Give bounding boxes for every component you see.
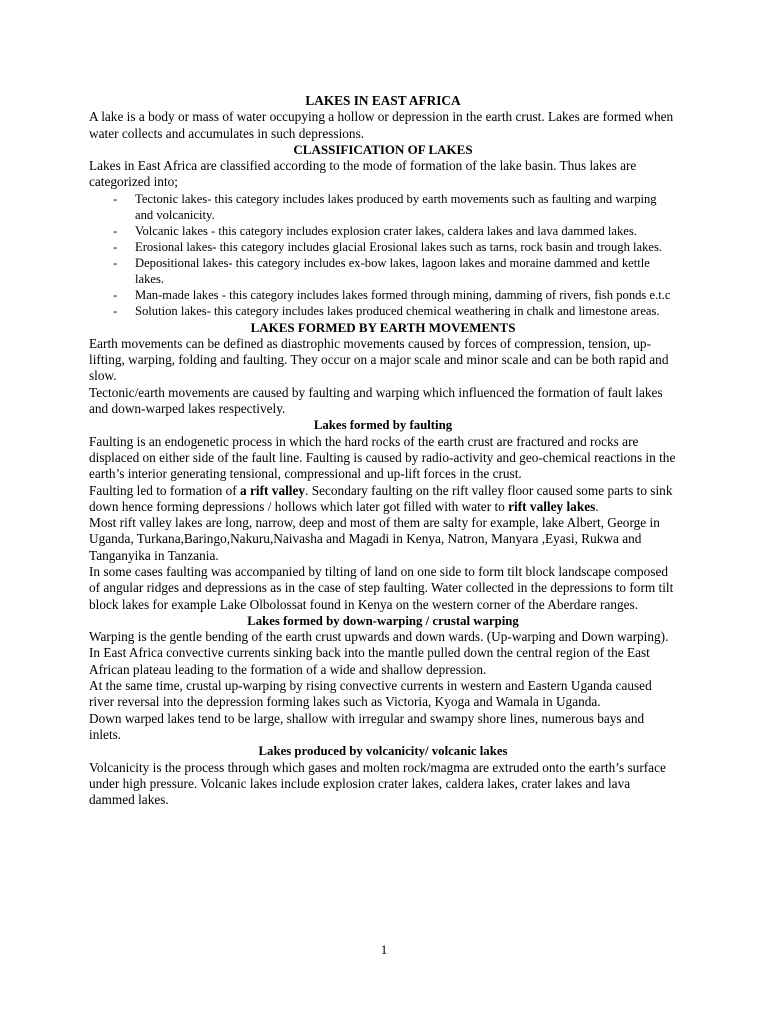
list-item-text: Tectonic lakes- this category includes lakes produced by earth movements such as faulting and warping and volcanicity. [135, 191, 657, 222]
list-item-text: Depositional lakes- this category includes ex-bow lakes, lagoon lakes and moraine dammed and kettle lakes. [135, 256, 650, 287]
list-item-text: Volcanic lakes - this category includes explosion crater lakes, caldera lakes and lava dammed lakes. [135, 223, 637, 238]
list-item-text: Man-made lakes - this category includes lakes formed through mining, damming of rivers, fish ponds e.t.c [135, 288, 671, 303]
faulting-paragraph: In some cases faulting was accompanied by tilting of land on one side to form tilt block landscape composed of angular ridges and depressions as in the case of step faulting. Water collected in the depressions to form tilt block lakes for example Lake Olbolossat found in Kenya on the western corner of the Aberdare ranges. [89, 563, 674, 612]
list-item [89, 223, 677, 239]
faulting-paragraph: Most rift valley lakes are long, narrow, deep and most of them are salty for example, lake Albert, George in Uganda, Turkana,Baringo,Nakuru,Naivasha and Magadi in Kenya, Natron, Manyara ,Eyasi, Rukwa and Tanganyika in Tanzania. [89, 515, 660, 563]
list-item [89, 255, 677, 287]
warping-paragraph: At the same time, crustal up-warping by rising convective currents in western and Eastern Uganda caused river reversal into the depression forming lakes such as Victoria, Kyoga and Wamala in Uganda. [89, 678, 652, 710]
list-dash: - [113, 288, 118, 303]
classification-heading: CLASSIFICATION OF LAKES [293, 141, 473, 157]
volcanicity-paragraph: Volcanicity is the process through which gases and molten rock/magma are extruded onto the earth’s surface under high pressure. Volcanic lakes include explosion crater lakes, caldera lakes, crater lakes and lava dammed lakes. [89, 759, 666, 808]
bold-term: rift valley lakes [508, 498, 596, 514]
document-title: LAKES IN EAST AFRICA [305, 93, 461, 108]
volcanicity-heading: Lakes produced by volcanicity/ volcanic lakes [258, 744, 508, 759]
faulting-heading: Lakes formed by faulting [313, 418, 453, 433]
list-dash: - [113, 191, 118, 206]
list-dash: - [113, 240, 118, 255]
warping-heading: Lakes formed by down-warping / crustal warping [247, 613, 519, 628]
list-item-text: Solution lakes- this category includes lakes produced chemical weathering in chalk and limestone areas. [135, 304, 660, 319]
warping-paragraph: In East Africa convective currents sinking back into the mantle pulled down the central region of the East African plateau leading to the formation of a wide and shallow depression. [89, 645, 650, 677]
list-dash: - [113, 256, 118, 271]
intro-paragraph: A lake is a body or mass of water occupying a hollow or depression in the earth crust. Lakes are formed when water collects and accumulates in such depressions. [89, 109, 674, 141]
bold-term: a rift valley [240, 482, 306, 498]
classification-list [89, 191, 677, 320]
list-dash: - [113, 304, 118, 319]
warping-paragraph: Down warped lakes tend to be large, shallow with irregular and swampy shore lines, numerous bays and inlets. [89, 710, 645, 742]
list-item [89, 191, 677, 223]
text-run: Faulting led to formation of [89, 482, 241, 498]
page-number: 1 [380, 942, 388, 957]
text-run: . [595, 498, 599, 514]
earth-movements-paragraph: Tectonic/earth movements are caused by faulting and warping which influenced the formation of fault lakes and down-warped lakes respectively. [89, 384, 663, 417]
earth-movements-paragraph: Earth movements can be defined as diastrophic movements caused by forces of compression, tension, up-lifting, warping, folding and faulting. They occur on a major scale and minor scale and can be both rapid and slow. [89, 335, 669, 384]
list-item [89, 239, 677, 255]
faulting-paragraph: Faulting is an endogenetic process in which the hard rocks of the earth crust are fractured and rocks are displaced on either side of the fault line. Faulting is caused by radio-activity and geo-chemical reactions in the earth’s interior generating tensional, compressional and up-lift forces in the crust. [89, 433, 676, 482]
list-item-text: Erosional lakes- this category includes glacial Erosional lakes such as tarns, rock basin and trough lakes. [135, 240, 663, 255]
classification-intro: Lakes in East Africa are classified according to the mode of formation of the lake basin. Thus lakes are categorized into; [89, 158, 637, 190]
earth-movements-heading: LAKES FORMED BY EARTH MOVEMENTS [250, 319, 516, 335]
faulting-paragraph [89, 483, 677, 516]
text-run: . Secondary faulting on the rift valley floor caused some parts to sink down hence forming depressions / hollows which later got filled with water to [89, 482, 673, 514]
list-item [89, 287, 677, 303]
warping-paragraph: Warping is the gentle bending of the earth crust upwards and down wards. (Up-warping and Down warping). [89, 629, 669, 645]
list-dash: - [113, 223, 118, 238]
list-item [89, 303, 677, 319]
document-body [89, 93, 677, 808]
